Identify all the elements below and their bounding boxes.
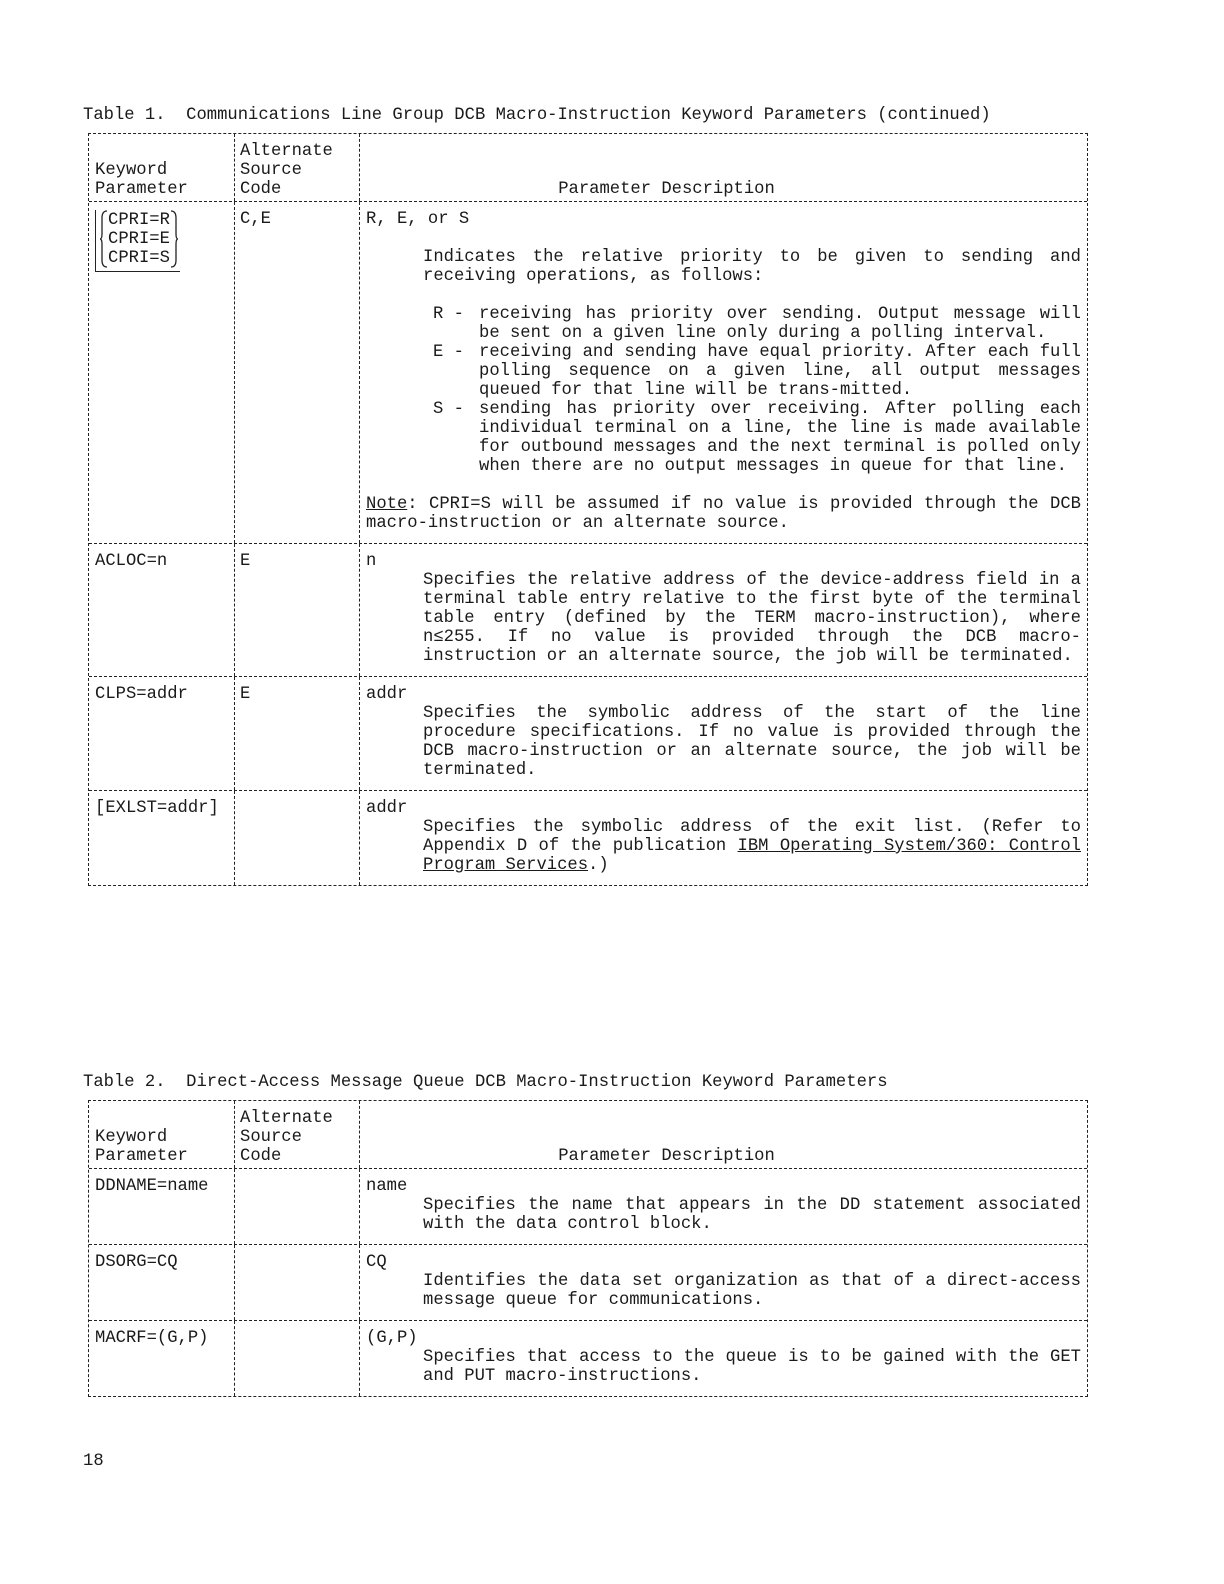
header-alternate-line2: Source xyxy=(240,161,302,180)
code-cell xyxy=(235,1169,360,1244)
table-row xyxy=(89,676,1087,790)
code-cell xyxy=(235,1321,360,1396)
keyword-option: CPRI=S xyxy=(108,248,170,268)
value-text: name xyxy=(366,1177,408,1196)
table2-caption: Table 2. Direct-Access Message Queue DCB Macro-Instruction Keyword Parameters xyxy=(83,1073,888,1092)
value-text: (G,P) xyxy=(366,1329,418,1348)
description-post: .) xyxy=(588,856,609,875)
table1-header-row xyxy=(89,134,1087,201)
code-cell: C,E xyxy=(235,202,360,543)
description-text: Specifies the relative address of the device-address field in a terminal table entry relative to the first byte of the terminal table entry (defined by the TERM macro-instruction), where n≤255. If no value is provided through the DCB macro-instruction or an alternate source, the job will be terminated. xyxy=(423,571,1081,666)
value-text: CQ xyxy=(366,1253,387,1272)
left-brace-icon xyxy=(100,210,108,268)
table1-caption: Table 1. Communications Line Group DCB Macro-Instruction Keyword Parameters (continued) xyxy=(83,106,991,125)
note-text: : CPRI=S will be assumed if no value is provided through the DCB macro-instruction or an alternate source. xyxy=(366,495,1081,533)
keyword-cell: DSORG=CQ xyxy=(89,1245,235,1320)
code-cell xyxy=(235,1245,360,1320)
list-item xyxy=(433,400,1081,476)
table2 xyxy=(88,1100,1088,1397)
value-text: n xyxy=(366,552,377,571)
value-text: addr xyxy=(366,799,408,818)
header-description: Parameter Description xyxy=(558,1147,775,1166)
table-row xyxy=(89,790,1087,885)
note xyxy=(366,495,1081,533)
bracket-group xyxy=(95,210,180,272)
keyword-cell: MACRF=(G,P) xyxy=(89,1321,235,1396)
table-row xyxy=(89,201,1087,543)
table-row xyxy=(89,1320,1087,1396)
description-text: Specifies that access to the queue is to be gained with the GET and PUT macro-instructions. xyxy=(423,1348,1081,1386)
description-cell xyxy=(360,1169,1087,1244)
keyword-cell xyxy=(89,202,235,543)
table-row xyxy=(89,543,1087,676)
keyword-cell: [EXLST=addr] xyxy=(89,791,235,885)
header-alternate-line3: Code xyxy=(240,180,282,199)
list-item xyxy=(433,343,1081,400)
header-keyword-line2: Parameter xyxy=(95,180,188,199)
code-cell: E xyxy=(235,544,360,676)
list-item-text: sending has priority over receiving. After polling each individual terminal on a line, the line is made available for outbound messages and the next terminal is polled only when there are no output messages in queue for that line. xyxy=(479,400,1081,476)
description-text: Indicates the relative priority to be given to sending and receiving operations, as follows: xyxy=(423,248,1081,286)
list-item-text: receiving and sending have equal priority. After each full polling sequence on a given line, all output messages queued for that line will be trans-mitted. xyxy=(479,343,1081,400)
header-keyword xyxy=(89,134,235,201)
description-text: Specifies the symbolic address of the start of the line procedure specifications. If no value is provided through the DCB macro-instruction or an alternate source, the job will be terminated. xyxy=(423,704,1081,780)
header-keyword-line2: Parameter xyxy=(95,1147,188,1166)
note-label: Note xyxy=(366,495,408,514)
description-text: Specifies the name that appears in the DD statement associated with the data control block. xyxy=(423,1196,1081,1234)
list-item-key: E - xyxy=(433,343,464,362)
table-row xyxy=(89,1244,1087,1320)
table2-header-row xyxy=(89,1101,1087,1168)
table1 xyxy=(88,133,1088,886)
publication-title: IBM Operating System/360: Control Program Services xyxy=(423,837,1081,875)
header-alternate-line1: Alternate xyxy=(240,142,333,161)
header-keyword xyxy=(89,1101,235,1168)
header-keyword-line1: Keyword xyxy=(95,161,168,180)
description-cell xyxy=(360,202,1087,543)
code-cell xyxy=(235,791,360,885)
list-item-key: R - xyxy=(433,305,464,324)
description-text: Identifies the data set organization as that of a direct-access message queue for communications. xyxy=(423,1272,1081,1310)
keyword-option: CPRI=E xyxy=(108,229,170,249)
header-keyword-line1: Keyword xyxy=(95,1128,168,1147)
description-cell xyxy=(360,791,1087,885)
value-text: addr xyxy=(366,685,408,704)
keyword-option: CPRI=R xyxy=(108,210,170,230)
description-cell xyxy=(360,1321,1087,1396)
header-alternate-line2: Source xyxy=(240,1128,302,1147)
page-number: 18 xyxy=(83,1452,104,1471)
right-brace-icon xyxy=(170,210,178,268)
description-cell xyxy=(360,544,1087,676)
list-item-key: S - xyxy=(433,400,464,419)
description-cell xyxy=(360,1245,1087,1320)
keyword-cell: ACLOC=n xyxy=(89,544,235,676)
table-row xyxy=(89,1168,1087,1244)
list-item xyxy=(433,305,1081,343)
header-alternate-line3: Code xyxy=(240,1147,282,1166)
list-item-text: receiving has priority over sending. Output message will be sent on a given line only during a polling interval. xyxy=(479,305,1081,343)
description-pre: Specifies the symbolic address of the exit list. (Refer to Appendix D of the publication xyxy=(423,818,1081,856)
header-alternate xyxy=(235,1101,360,1168)
header-alternate-line1: Alternate xyxy=(240,1109,333,1128)
keyword-cell: DDNAME=name xyxy=(89,1169,235,1244)
value-text: R, E, or S xyxy=(366,210,470,229)
header-alternate xyxy=(235,134,360,201)
option-list xyxy=(433,305,1081,476)
keyword-cell: CLPS=addr xyxy=(89,677,235,790)
code-cell: E xyxy=(235,677,360,790)
description-cell xyxy=(360,677,1087,790)
header-description: Parameter Description xyxy=(558,180,775,199)
description-text xyxy=(423,818,1081,875)
